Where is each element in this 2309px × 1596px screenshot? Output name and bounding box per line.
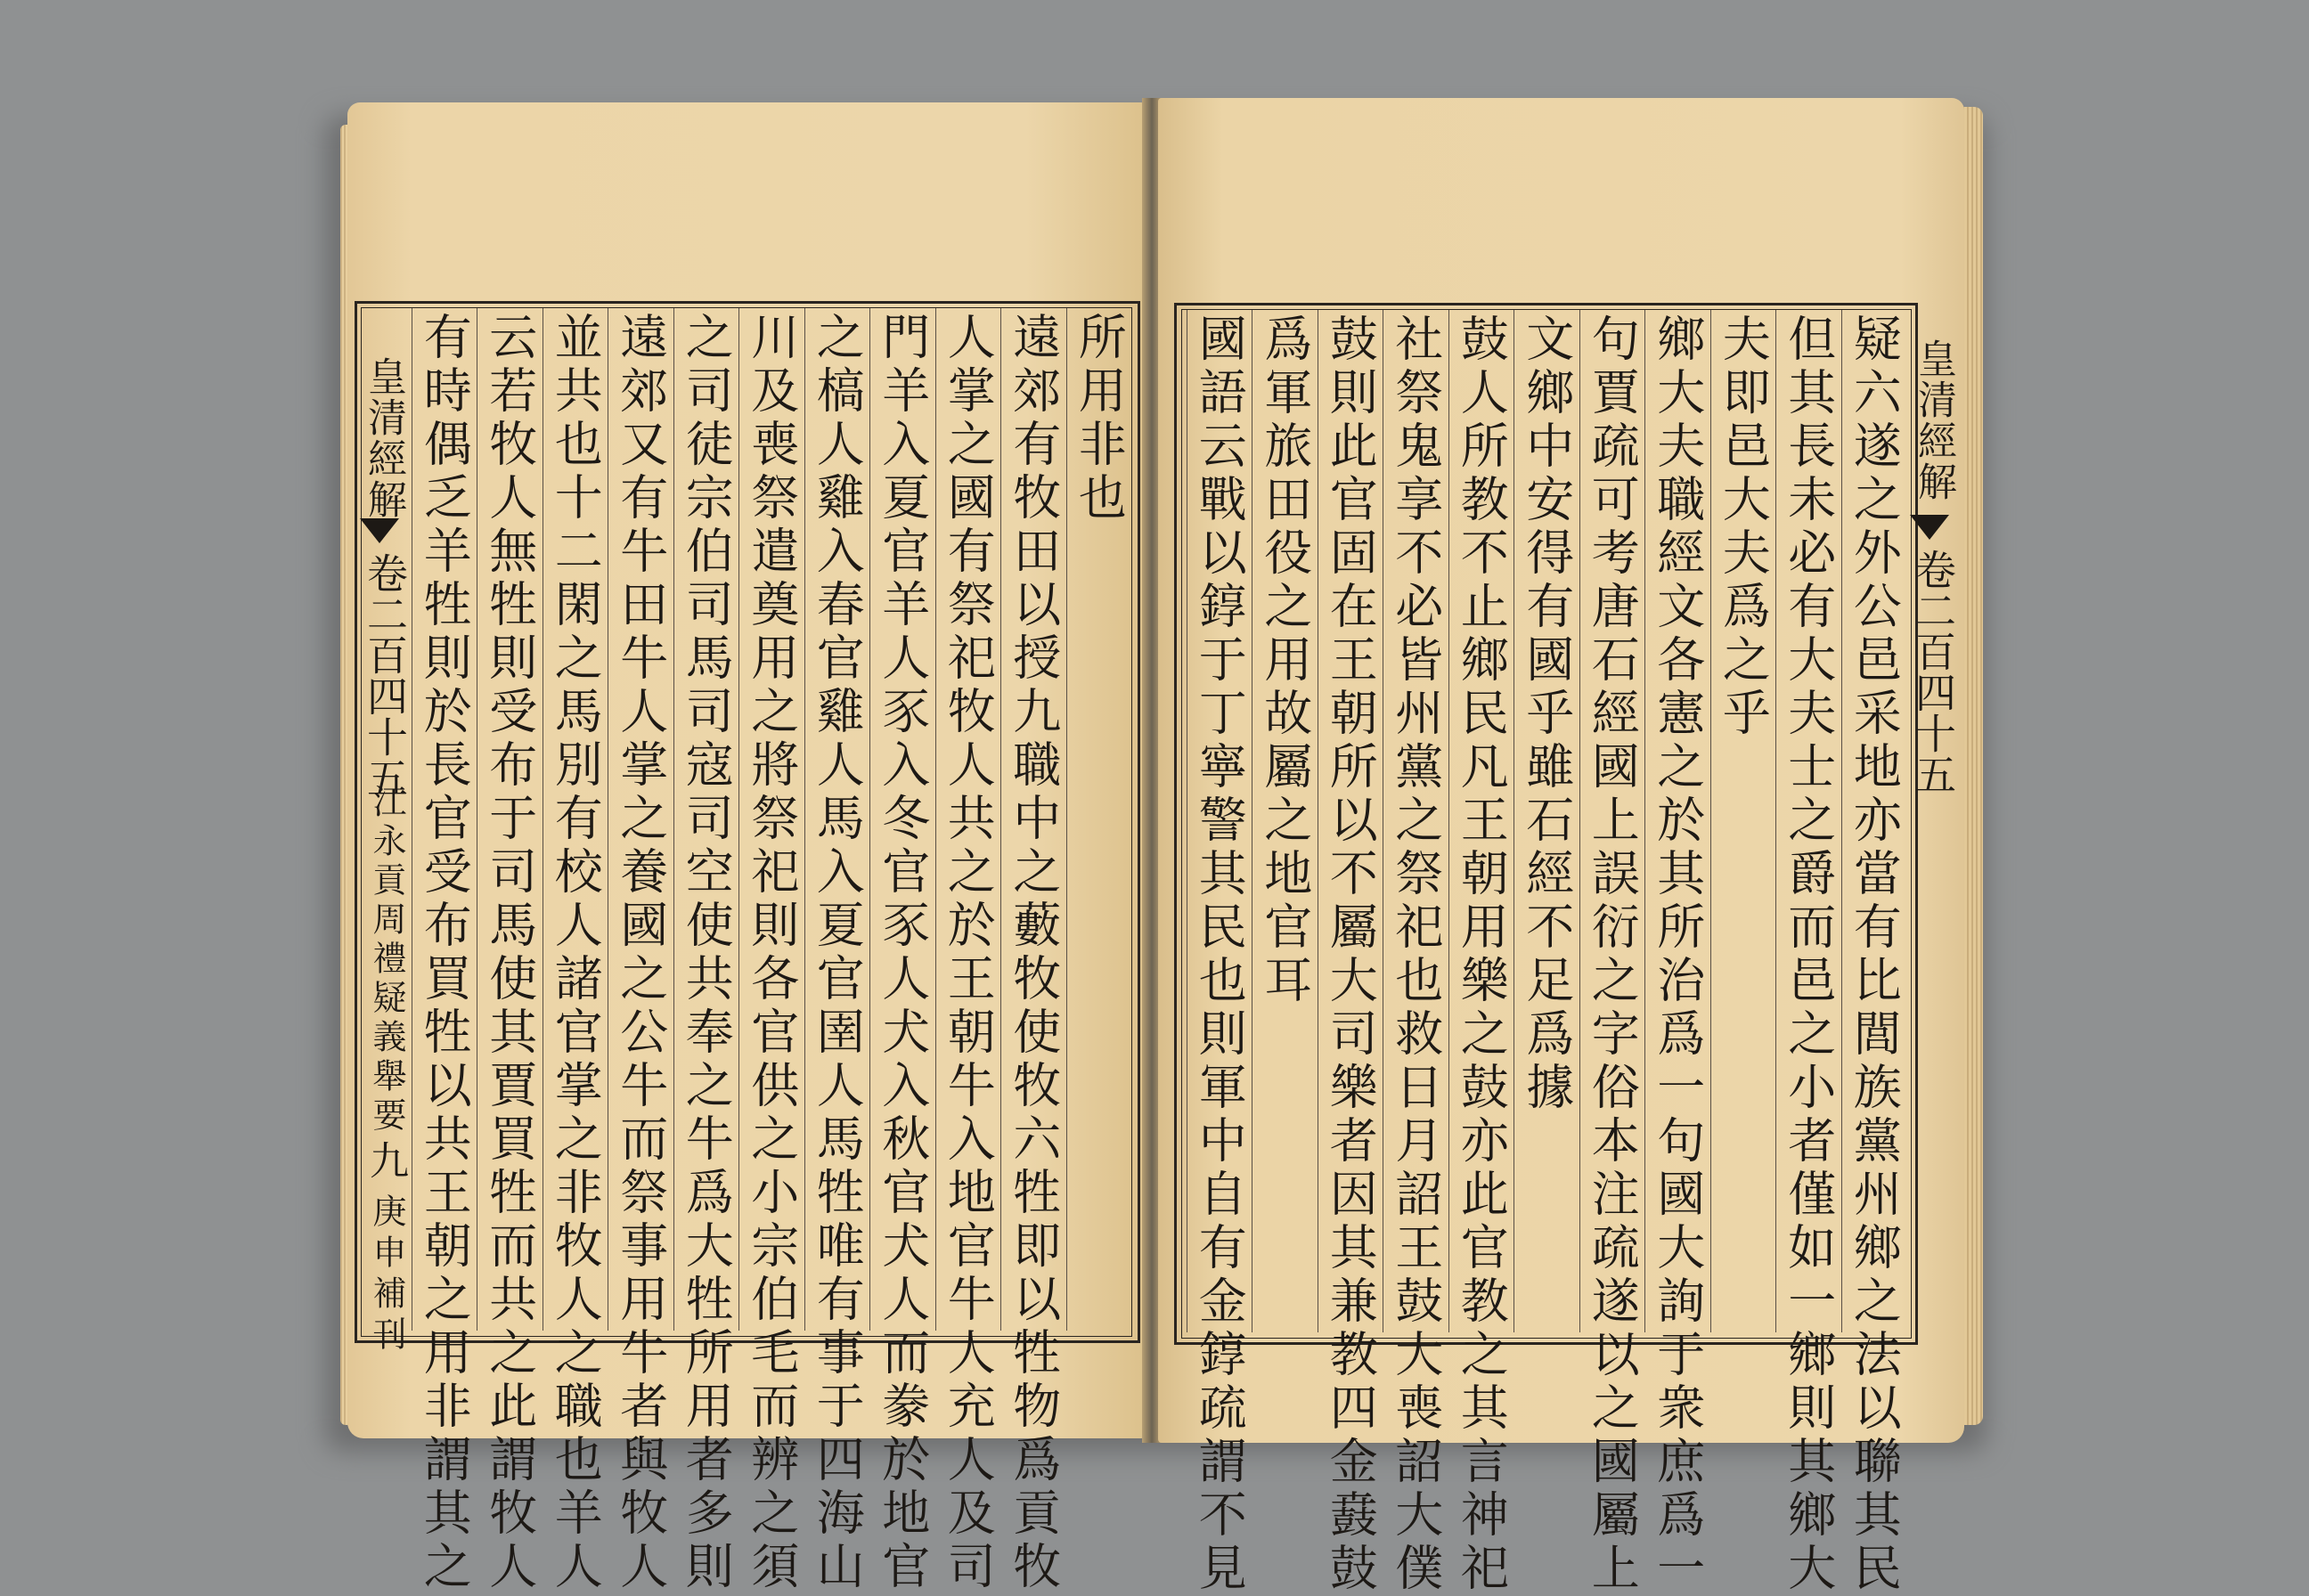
right-volume-label: 卷二百四十五	[1909, 549, 1957, 794]
right-text-column: 夫即邑大夫爲之乎	[1715, 314, 1772, 741]
left-leaf-number: 九	[363, 1140, 408, 1179]
left-text-column: 門羊入夏官羊人豕入冬官豕人犬入秋官犬人而豢於地官	[874, 312, 931, 1594]
right-text-column: 鄉大夫職經文各憲之於其所治爲一句國大詢于衆庶爲一	[1649, 314, 1706, 1596]
right-text-column: 國語云戰以錞于丁寧警其民也則軍中自有金錞疏謂不見	[1191, 314, 1248, 1596]
left-volume-label: 卷二百四十五	[361, 552, 409, 798]
right-fishtail-icon	[1910, 515, 1949, 540]
left-text-column: 遠郊有牧田以授九職中之藪牧使牧六牲即以牲物爲貢牧	[1005, 312, 1062, 1594]
right-text-column: 爲軍旅田役之用故屬之地官耳	[1256, 314, 1313, 1008]
left-edition-note: 庚申補刊	[367, 1193, 406, 1357]
left-text-column: 之槁人雞入春官雞人馬入夏官圉人馬牲唯有事于四海山	[809, 312, 866, 1594]
left-text-column: 人掌之國有祭祀牧人共之於王朝牛入地官牛人充人及司	[940, 312, 997, 1594]
left-text-column: 云若牧人無牲則受布于司馬使其賈買牲而共之此謂牧人	[481, 312, 538, 1594]
left-margin-title: 皇清經解	[361, 356, 406, 520]
left-text-column: 有時偶乏羊牲則於長官受布買牲以共王朝之用非謂其之	[416, 312, 473, 1594]
right-text-column: 但其長未必有大夫士之爵而邑之小者僅如一鄉則其鄉大	[1780, 314, 1837, 1596]
right-text-column: 疑六遂之外公邑采地亦當有比閭族黨州鄉之法以聯其民	[1846, 314, 1903, 1596]
left-text-column: 並共也十二閑之馬別有校人諸官掌之非牧人之職也羊人	[547, 312, 604, 1594]
right-text-column: 社祭鬼享不必皆州黨之祭祀也救日月詔王鼓大喪詔大僕	[1387, 314, 1444, 1596]
left-work-title: 江永貢周禮疑義舉要	[367, 784, 406, 1136]
right-text-column: 句賈疏可考唐石經國上誤衍之字俗本注疏遂以之國屬上	[1584, 314, 1641, 1596]
right-text-column: 鼓則此官固在王朝所以不屬大司樂者因其兼教四金鼖鼓	[1322, 314, 1379, 1596]
left-text-column: 所用非也	[1071, 312, 1128, 525]
right-margin-title: 皇清經解	[1911, 338, 1956, 502]
left-text-column: 之司徒宗伯司馬司寇司空使共奉之牛爲大牲所用者多則	[678, 312, 735, 1594]
right-text-column: 文鄉中安得有國乎雖石經不足爲據	[1518, 314, 1575, 1115]
right-text-column: 鼓人所教不止鄉民凡王朝用樂之鼓亦此官教之其言神祀	[1453, 314, 1510, 1596]
left-fishtail-icon	[360, 518, 399, 543]
left-text-column: 遠郊又有牛田牛人掌之養國之公牛而祭事用牛者與牧人	[612, 312, 669, 1594]
left-text-column: 川及喪祭遣奠用之將祭祀則各官供之小宗伯毛而辨之須	[743, 312, 800, 1594]
